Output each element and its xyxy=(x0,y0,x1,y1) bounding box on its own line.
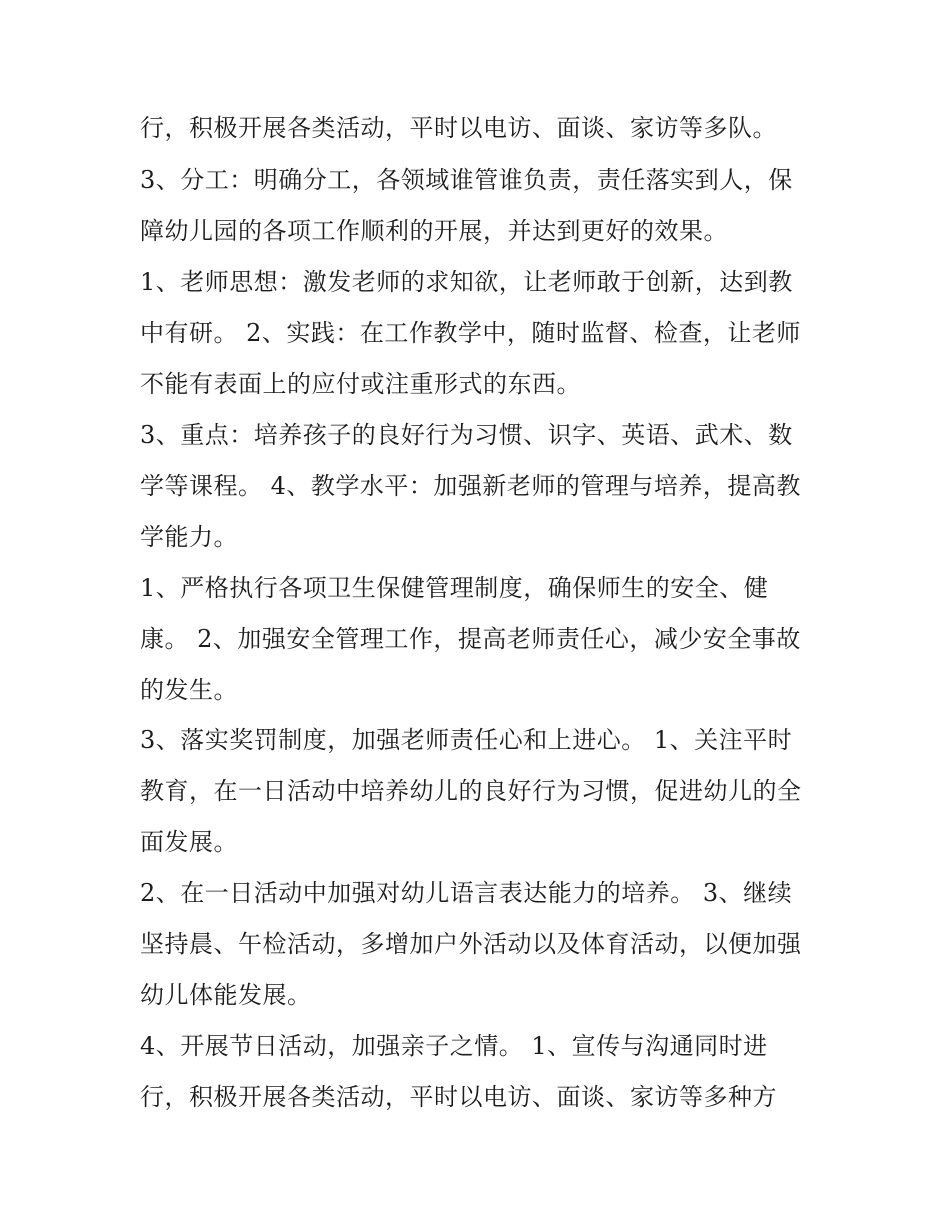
text-line: 障幼儿园的各项工作顺利的开展，并达到更好的效果。 xyxy=(140,217,728,245)
text-line: 不能有表面上的应付或注重形式的东西。 xyxy=(140,370,581,398)
text-line: 1、严格执行各项卫生保健管理制度，确保师生的安全、健 xyxy=(140,574,769,602)
text-line: 3、落实奖罚制度，加强老师责任心和上进心。 1、关注平时 xyxy=(140,726,793,754)
text-line: 中有研。 2、实践：在工作教学中，随时监督、检查，让老师 xyxy=(140,319,801,347)
text-line: 教育，在一日活动中培养幼儿的良好行为习惯，促进幼儿的全 xyxy=(140,777,802,805)
text-line: 2、在一日活动中加强对幼儿语言表达能力的培养。 3、继续 xyxy=(140,879,793,907)
text-line: 4、开展节日活动，加强亲子之情。 1、宣传与沟通同时进 xyxy=(140,1032,768,1060)
text-line: 面发展。 xyxy=(140,828,238,856)
text-line: 1、老师思想：激发老师的求知欲，让老师敢于创新，达到教 xyxy=(140,268,793,296)
text-line: 学等课程。 4、教学水平：加强新老师的管理与培养，提高教 xyxy=(140,472,801,500)
text-line: 3、重点：培养孩子的良好行为习惯、识字、英语、武术、数 xyxy=(140,421,793,449)
text-line: 的发生。 xyxy=(140,676,238,704)
text-line: 行，积极开展各类活动，平时以电访、面谈、家访等多队。 xyxy=(140,114,777,142)
text-line: 康。 2、加强安全管理工作，提高老师责任心，减少安全事故 xyxy=(140,625,801,653)
text-line: 学能力。 xyxy=(140,523,238,551)
text-line: 3、分工：明确分工，各领域谁管谁负责，责任落实到人，保 xyxy=(140,166,793,194)
text-line: 幼儿体能发展。 xyxy=(140,981,312,1009)
text-line: 坚持晨、午检活动，多增加户外活动以及体育活动，以便加强 xyxy=(140,930,802,958)
text-line: 行，积极开展各类活动，平时以电访、面谈、家访等多种方 xyxy=(140,1083,777,1111)
